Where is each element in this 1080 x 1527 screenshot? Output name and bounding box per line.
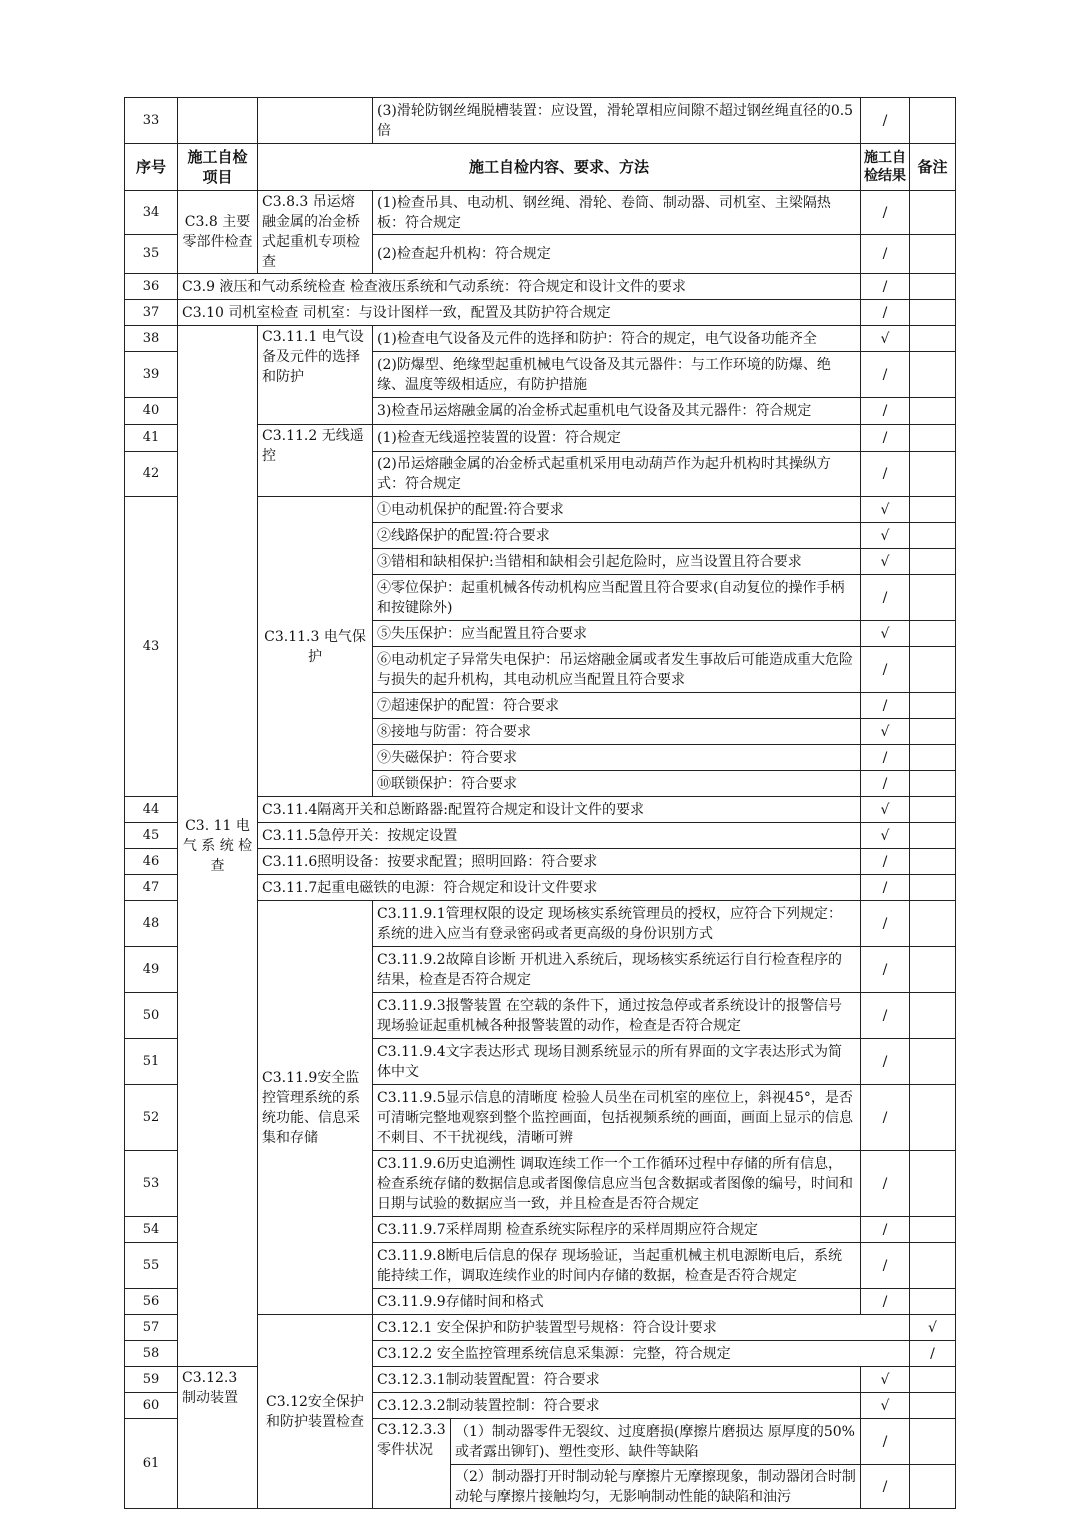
check-content: C3.11.5急停开关：按规定设置: [258, 823, 861, 849]
row-number: 35: [125, 235, 178, 274]
check-result: /: [861, 693, 910, 719]
group-c3-12-3-3: C3.12.3.3 零件状况: [373, 1419, 451, 1509]
remark-cell: [910, 549, 956, 575]
check-result: /: [861, 771, 910, 797]
remark-cell: [910, 693, 956, 719]
remark-cell: [910, 425, 956, 452]
check-result: √: [861, 823, 910, 849]
check-content: C3.11.9.1管理权限的设定 现场核实系统管理员的授权，应符合下列规定：系统的进入应当有登录密码或者更高级的身份识别方式: [373, 901, 861, 947]
check-content: C3.11.4隔离开关和总断路器:配置符合规定和设计文件的要求: [258, 797, 861, 823]
group-c3-11-1: C3.11.1 电气设备及元件的选择和防护: [258, 326, 373, 425]
row-number: 48: [125, 901, 178, 947]
remark-cell: [910, 1419, 956, 1465]
check-content: ②线路保护的配置:符合要求: [373, 523, 861, 549]
inspection-table-sheet: [124, 97, 955, 1509]
check-content: C3.11.9.9存储时间和格式: [373, 1289, 861, 1315]
check-result: /: [861, 1243, 910, 1289]
group-c3-11-3: C3.11.3 电气保护: [258, 497, 373, 797]
check-content: C3.12.1 安全保护和防护装置型号规格：符合设计要求: [373, 1315, 910, 1341]
check-result: √: [861, 326, 910, 352]
check-content: ⑦超速保护的配置：符合要求: [373, 693, 861, 719]
check-result: /: [861, 1039, 910, 1085]
remark-cell: [910, 1367, 956, 1393]
table-row: [125, 274, 956, 300]
check-result: √: [861, 497, 910, 523]
check-content: C3.11.6照明设备：按要求配置；照明回路：符合要求: [258, 849, 861, 875]
check-content: 3)检查吊运熔融金属的冶金桥式起重机电气设备及其元器件：符合规定: [373, 398, 861, 425]
row-number: 37: [125, 300, 178, 326]
remark-cell: [910, 1243, 956, 1289]
row-number: 55: [125, 1243, 178, 1289]
header-remark: 备注: [910, 144, 956, 191]
remark-cell: [910, 1151, 956, 1217]
inspection-table: [124, 97, 956, 1509]
remark-cell: [910, 745, 956, 771]
check-content: C3.10 司机室检查 司机室：与设计图样一致，配置及其防护符合规定: [178, 300, 861, 326]
header-no: 序号: [125, 144, 178, 191]
check-result: /: [861, 849, 910, 875]
row-number: 45: [125, 823, 178, 849]
check-result: /: [861, 1085, 910, 1151]
row-number: 56: [125, 1289, 178, 1315]
check-result: /: [861, 274, 910, 300]
check-content: C3.12.3.1制动装置配置：符合要求: [373, 1367, 861, 1393]
remark-cell: [910, 1289, 956, 1315]
check-content: ⑨失磁保护：符合要求: [373, 745, 861, 771]
row-number: 50: [125, 993, 178, 1039]
remark-cell: [910, 497, 956, 523]
check-result: /: [861, 575, 910, 621]
check-result: /: [861, 901, 910, 947]
remark-cell: [910, 452, 956, 497]
remark-cell: [910, 274, 956, 300]
remark-cell: [910, 647, 956, 693]
check-result: /: [861, 98, 910, 144]
check-content: C3.11.9.2故障自诊断 开机进入系统后，现场核实系统运行自行检查程序的结果，检查是否符合规定: [373, 947, 861, 993]
remark-cell: [910, 398, 956, 425]
row-number: 58: [125, 1341, 178, 1367]
check-result: /: [861, 1465, 910, 1509]
group-c3-8: C3.8 主要零部件检查: [178, 191, 258, 274]
check-result: √: [861, 797, 910, 823]
row-number: 60: [125, 1393, 178, 1419]
check-result: /: [861, 875, 910, 901]
check-content: C3.11.9.3报警装置 在空载的条件下，通过按急停或者系统设计的报警信号现场验证起重机械各种报警装置的动作，检查是否符合规定: [373, 993, 861, 1039]
row-number: 51: [125, 1039, 178, 1085]
row-number: 47: [125, 875, 178, 901]
check-result: /: [910, 1341, 956, 1367]
remark-cell: [910, 901, 956, 947]
row-number: 53: [125, 1151, 178, 1217]
remark-cell: [910, 1393, 956, 1419]
remark-cell: [910, 875, 956, 901]
row-number: 59: [125, 1367, 178, 1393]
check-content: ④零位保护：起重机械各传动机构应当配置且符合要求(自动复位的操作手柄和按键除外): [373, 575, 861, 621]
check-content: C3.12.2 安全监控管理系统信息采集源：完整，符合规定: [373, 1341, 910, 1367]
check-result: √: [861, 719, 910, 745]
header-content: 施工自检内容、要求、方法: [258, 144, 861, 191]
check-result: √: [861, 523, 910, 549]
remark-cell: [910, 1085, 956, 1151]
remark-cell: [910, 947, 956, 993]
remark-cell: [910, 993, 956, 1039]
group-c3-12-3: C3.12.3 制动装置: [178, 1367, 258, 1509]
check-result: /: [861, 191, 910, 235]
group-c3-12: C3.12安全保护和防护装置检查: [258, 1315, 373, 1509]
table-header-row: [125, 144, 956, 191]
check-result: √: [861, 1393, 910, 1419]
check-content: （2）制动器打开时制动轮与摩擦片无摩擦现象，制动器闭合时制动轮与摩擦片接触均匀，无影响制动性能的缺陷和油污: [451, 1465, 861, 1509]
table-row: [125, 326, 956, 352]
remark-cell: [910, 1039, 956, 1085]
row-number: 44: [125, 797, 178, 823]
check-content: ①电动机保护的配置:符合要求: [373, 497, 861, 523]
row-number: 33: [125, 98, 178, 144]
remark-cell: [910, 771, 956, 797]
check-content: ⑩联锁保护：符合要求: [373, 771, 861, 797]
row-number: 38: [125, 326, 178, 352]
row-number: 57: [125, 1315, 178, 1341]
check-result: √: [910, 1315, 956, 1341]
remark-cell: [910, 235, 956, 274]
remark-cell: [910, 575, 956, 621]
remark-cell: [910, 352, 956, 398]
check-content: ⑤失压保护：应当配置且符合要求: [373, 621, 861, 647]
remark-cell: [910, 300, 956, 326]
remark-cell: [910, 1217, 956, 1243]
group-c3-11: C3. 11 电 气 系 统 检查: [178, 326, 258, 1367]
row-number: 34: [125, 191, 178, 235]
check-result: √: [861, 621, 910, 647]
row-number: 46: [125, 849, 178, 875]
check-result: /: [861, 235, 910, 274]
group-c3-11-2: C3.11.2 无线遥控: [258, 425, 373, 497]
check-result: /: [861, 1289, 910, 1315]
check-content: C3.11.9.4文字表达形式 现场目测系统显示的所有界面的文字表达形式为简体中文: [373, 1039, 861, 1085]
remark-cell: [910, 797, 956, 823]
row-number: 41: [125, 425, 178, 452]
check-content: (2)防爆型、绝缘型起重机械电气设备及其元器件：与工作环境的防爆、绝缘、温度等级相适应，有防护措施: [373, 352, 861, 398]
check-content: (3)滑轮防钢丝绳脱槽装置：应设置，滑轮罩相应间隙不超过钢丝绳直径的0.5倍: [373, 98, 861, 144]
table-row: [125, 300, 956, 326]
check-content: (1)检查吊具、电动机、钢丝绳、滑轮、卷筒、制动器、司机室、主梁隔热板：符合规定: [373, 191, 861, 235]
row-number: 54: [125, 1217, 178, 1243]
check-content: C3.11.9.8断电后信息的保存 现场验证，当起重机械主机电源断电后，系统能持续工作，调取连续作业的时间内存储的数据，检查是否符合规定: [373, 1243, 861, 1289]
table-row: [125, 191, 956, 235]
check-content: C3.12.3.2制动装置控制：符合要求: [373, 1393, 861, 1419]
check-result: /: [861, 425, 910, 452]
check-result: √: [861, 549, 910, 575]
empty-cell: [258, 98, 373, 144]
row-number: 42: [125, 452, 178, 497]
check-content: （1）制动器零件无裂纹、过度磨损(摩擦片磨损达 原厚度的50%或者露出铆钉)、塑性变形、缺件等缺陷: [451, 1419, 861, 1465]
row-number: 39: [125, 352, 178, 398]
remark-cell: [910, 621, 956, 647]
check-result: /: [861, 1217, 910, 1243]
check-content: ⑧接地与防雷：符合要求: [373, 719, 861, 745]
check-content: (1)检查电气设备及元件的选择和防护：符合的规定，电气设备功能齐全: [373, 326, 861, 352]
remark-cell: [910, 98, 956, 144]
row-number: 52: [125, 1085, 178, 1151]
header-result: 施工自检结果: [861, 144, 910, 191]
check-result: /: [861, 398, 910, 425]
check-result: /: [861, 993, 910, 1039]
empty-cell: [178, 98, 258, 144]
check-result: /: [861, 300, 910, 326]
remark-cell: [910, 523, 956, 549]
check-content: ③错相和缺相保护:当错相和缺相会引起危险时，应当设置且符合要求: [373, 549, 861, 575]
check-result: /: [861, 1419, 910, 1465]
remark-cell: [910, 191, 956, 235]
row-number: 61: [125, 1419, 178, 1509]
check-content: C3.11.9.6历史追溯性 调取连续工作一个工作循环过程中存储的所有信息，检查系统存储的数据信息或者图像信息应当包含数据或者图像的编号，时间和日期与试验的数据应当一致，并且检查是否符合规定: [373, 1151, 861, 1217]
table-row: [125, 1367, 956, 1393]
check-content: C3.11.7起重电磁铁的电源：符合规定和设计文件要求: [258, 875, 861, 901]
remark-cell: [910, 1465, 956, 1509]
group-c3-8-3: C3.8.3 吊运熔融金属的冶金桥式起重机专项检查: [258, 191, 373, 274]
row-number: 43: [125, 497, 178, 797]
remark-cell: [910, 849, 956, 875]
check-content: (1)检查无线遥控装置的设置：符合规定: [373, 425, 861, 452]
check-content: ⑥电动机定子异常失电保护：吊运熔融金属或者发生事故后可能造成重大危险与损失的起升机构，其电动机应当配置且符合要求: [373, 647, 861, 693]
check-result: √: [861, 1367, 910, 1393]
check-result: /: [861, 452, 910, 497]
check-result: /: [861, 947, 910, 993]
check-result: /: [861, 745, 910, 771]
row-number: 49: [125, 947, 178, 993]
remark-cell: [910, 823, 956, 849]
row-number: 36: [125, 274, 178, 300]
header-item: 施工自检项目: [178, 144, 258, 191]
table-row: [125, 98, 956, 144]
check-content: C3.11.9.7采样周期 检查系统实际程序的采样周期应符合规定: [373, 1217, 861, 1243]
check-result: /: [861, 647, 910, 693]
check-content: (2)检查起升机构：符合规定: [373, 235, 861, 274]
group-c3-11-9: C3.11.9安全监控管理系统的系统功能、信息采集和存储: [258, 901, 373, 1315]
check-result: /: [861, 352, 910, 398]
check-content: C3.11.9.5显示信息的清晰度 检验人员坐在司机室的座位上，斜视45°，是否可清晰完整地观察到整个监控画面，包括视频系统的画面，画面上显示的信息不刺目、不干扰视线，清晰可辨: [373, 1085, 861, 1151]
remark-cell: [910, 719, 956, 745]
remark-cell: [910, 326, 956, 352]
check-result: /: [861, 1151, 910, 1217]
row-number: 40: [125, 398, 178, 425]
check-content: C3.9 液压和气动系统检查 检查液压系统和气动系统：符合规定和设计文件的要求: [178, 274, 861, 300]
check-content: (2)吊运熔融金属的冶金桥式起重机采用电动葫芦作为起升机构时其操纵方式：符合规定: [373, 452, 861, 497]
